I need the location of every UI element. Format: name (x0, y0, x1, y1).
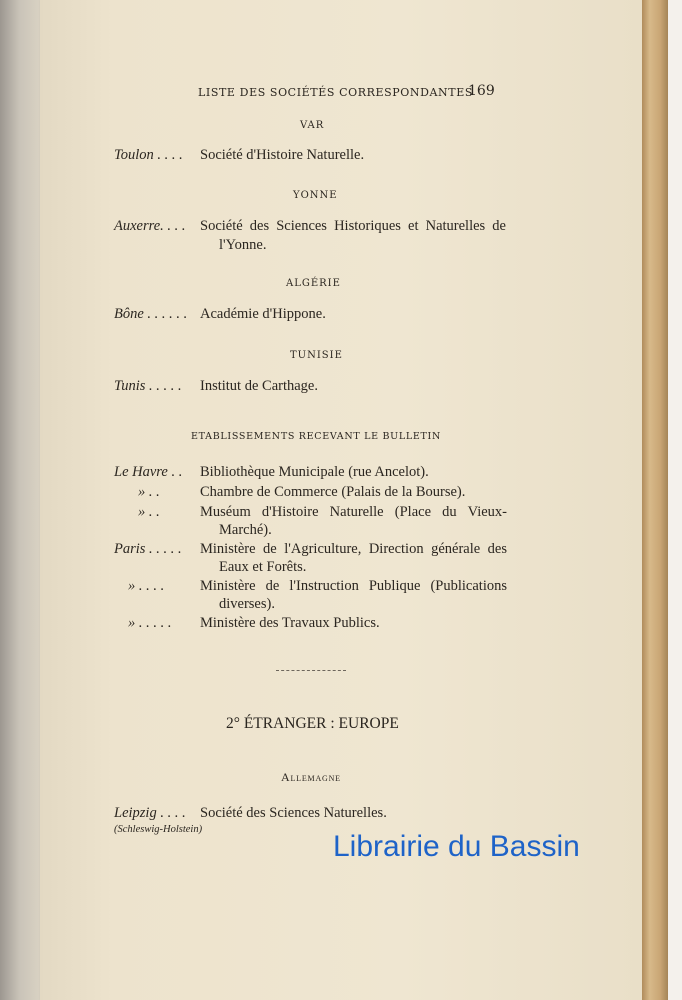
section-divider (276, 670, 346, 671)
city-tunis: Tunis . . . . . (114, 378, 182, 394)
region-heading-yonne: YONNE (293, 190, 338, 201)
city-leipzig: Leipzig . . . . (114, 805, 186, 821)
region-heading-var: VAR (300, 120, 325, 131)
society-auxerre-line2: l'Yonne. (219, 237, 267, 253)
city-leipzig-subnote: (Schleswig-Holstein) (114, 824, 203, 835)
society-toulon: Société d'Histoire Naturelle. (200, 147, 365, 163)
background (668, 0, 682, 1000)
society-auxerre-line1: Société des Sciences Historiques et Naturelles de (200, 218, 506, 234)
ditto-havre-1: » . . (138, 484, 160, 500)
country-allemagne: Allemagne (281, 770, 341, 784)
page-number: 169 (468, 83, 495, 99)
city-auxerre: Auxerre. . . . (114, 218, 186, 234)
institution-agriculture-line1: Ministère de l'Agriculture, Direction générale des (200, 541, 507, 557)
watermark-text: Librairie du Bassin (333, 830, 580, 863)
city-toulon: Toulon . . . . (114, 147, 183, 163)
region-heading-algerie: ALGÉRIE (286, 278, 341, 289)
bulletin-section-title: ETABLISSEMENTS RECEVANT LE BULLETIN (191, 431, 442, 442)
city-paris: Paris . . . . . (114, 541, 182, 557)
region-heading-tunisie: TUNISIE (290, 350, 343, 361)
institution-chambre-commerce: Chambre de Commerce (Palais de la Bourse). (200, 484, 466, 500)
ditto-paris-1: » . . . . (128, 578, 165, 594)
institution-museum-line2: Marché). (219, 522, 272, 538)
foreign-heading: 2° ÉTRANGER : EUROPE (226, 715, 399, 732)
institution-agriculture-line2: Eaux et Forêts. (219, 559, 307, 575)
ditto-havre-2: » . . (138, 504, 160, 520)
society-leipzig: Société des Sciences Naturelles. (200, 805, 387, 821)
city-bone: Bône . . . . . . (114, 306, 188, 322)
running-title: LISTE DES SOCIÉTÉS CORRESPONDANTES (198, 86, 473, 99)
institution-museum-line1: Muséum d'Histoire Naturelle (Place du Vieux- (200, 504, 507, 520)
institution-instruction-line2: diverses). (219, 596, 275, 612)
ditto-paris-2: » . . . . . (128, 615, 172, 631)
society-bone: Académie d'Hippone. (200, 306, 326, 322)
institution-bibliotheque: Bibliothèque Municipale (rue Ancelot). (200, 464, 429, 480)
institution-instruction-line1: Ministère de l'Instruction Publique (Publications (200, 578, 507, 594)
society-tunis: Institut de Carthage. (200, 378, 318, 394)
city-le-havre: Le Havre . . (114, 464, 183, 480)
page-edges (642, 0, 668, 1000)
institution-travaux-publics: Ministère des Travaux Publics. (200, 615, 380, 631)
